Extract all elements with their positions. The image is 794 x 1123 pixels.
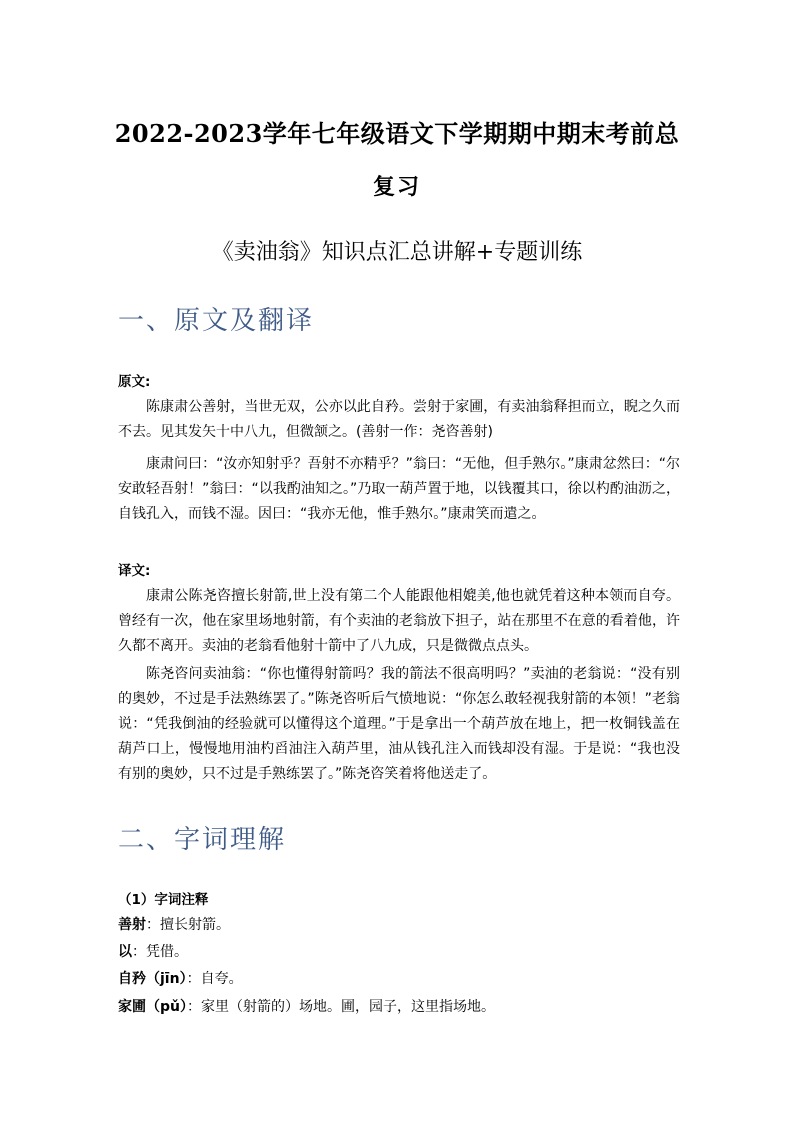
original-paragraph: 康肃问曰：“汝亦知射乎？吾射不亦精乎？”翁曰：“无他，但手熟尔。”康肃忿然曰：“尔安敢轻吾射！”翁曰：“以我酌油知之。”乃取一葫芦置于地，以钱覆其口，徐以杓酌油沥之，自钱孔入，而钱不湿。因曰：“我亦无他，惟手熟尔。”康肃笑而遣之。 [118, 456, 680, 522]
document-title-line-1: 2022-2023学年七年级语文下学期期中期末考前总 [114, 119, 680, 148]
word-note-item [118, 940, 680, 965]
translation-label: 译文: [118, 563, 151, 579]
word-note-item [118, 913, 680, 938]
word-note-term: 家圃（pǔ） [118, 999, 187, 1015]
word-note-definition: ：自夸。 [186, 971, 243, 987]
document-title-line-2: 复习 [372, 174, 421, 200]
translation-paragraph: 陈尧咨问卖油翁：“你也懂得射箭吗？我的箭法不很高明吗？”卖油的老翁说：“没有别的奥妙，不过是手法熟练罢了。”陈尧咨听后气愤地说：“你怎么敢轻视我射箭的本领！”老翁说：“凭我倒油的经验就可以懂得这个道理。”于是拿出一个葫芦放在地上，把一枚铜钱盖在葫芦口上，慢慢地用油杓舀油注入葫芦里，油从钱孔注入而钱却没有湿。于是说：“我也没有别的奥妙，只不过是手熟练罢了。”陈尧咨笑着将他送走了。 [118, 666, 680, 782]
word-note-definition: ：擅长射箭。 [146, 917, 230, 933]
word-note-term: 以 [118, 944, 132, 960]
word-note-definition: ：凭借。 [132, 944, 188, 960]
document-subtitle: 《卖油翁》知识点汇总讲解+专题训练 [211, 240, 583, 265]
word-note-term: 善射 [118, 917, 146, 933]
word-note-term: 自矜（jīn） [118, 971, 187, 987]
section-heading-word-understanding: 二、字词理解 [118, 825, 287, 855]
original-paragraph: 陈康肃公善射，当世无双，公亦以此自矜。尝射于家圃，有卖油翁释担而立，睨之久而不去。见其发矢十中八九，但微颔之。(善射一作：尧咨善射) [118, 399, 680, 440]
translation-paragraph: 康肃公陈尧咨擅长射箭,世上没有第二个人能跟他相媲美,他也就凭着这种本领而自夸。曾经有一次，他在家里场地射箭，有个卖油的老翁放下担子，站在那里不在意的看着他，许久都不离开。卖油的老翁看他射十箭中了八九成，只是微微点点头。 [118, 588, 680, 654]
original-text-label: 原文: [118, 374, 151, 390]
word-note-item [118, 967, 680, 992]
word-note-definition: ：家里（射箭的）场地。圃，园子，这里指场地。 [187, 999, 495, 1015]
section-heading-original-translation: 一、原文及翻译 [118, 306, 315, 336]
word-note-item [118, 995, 680, 1020]
word-notes-label: （1）字词注释 [118, 892, 209, 908]
